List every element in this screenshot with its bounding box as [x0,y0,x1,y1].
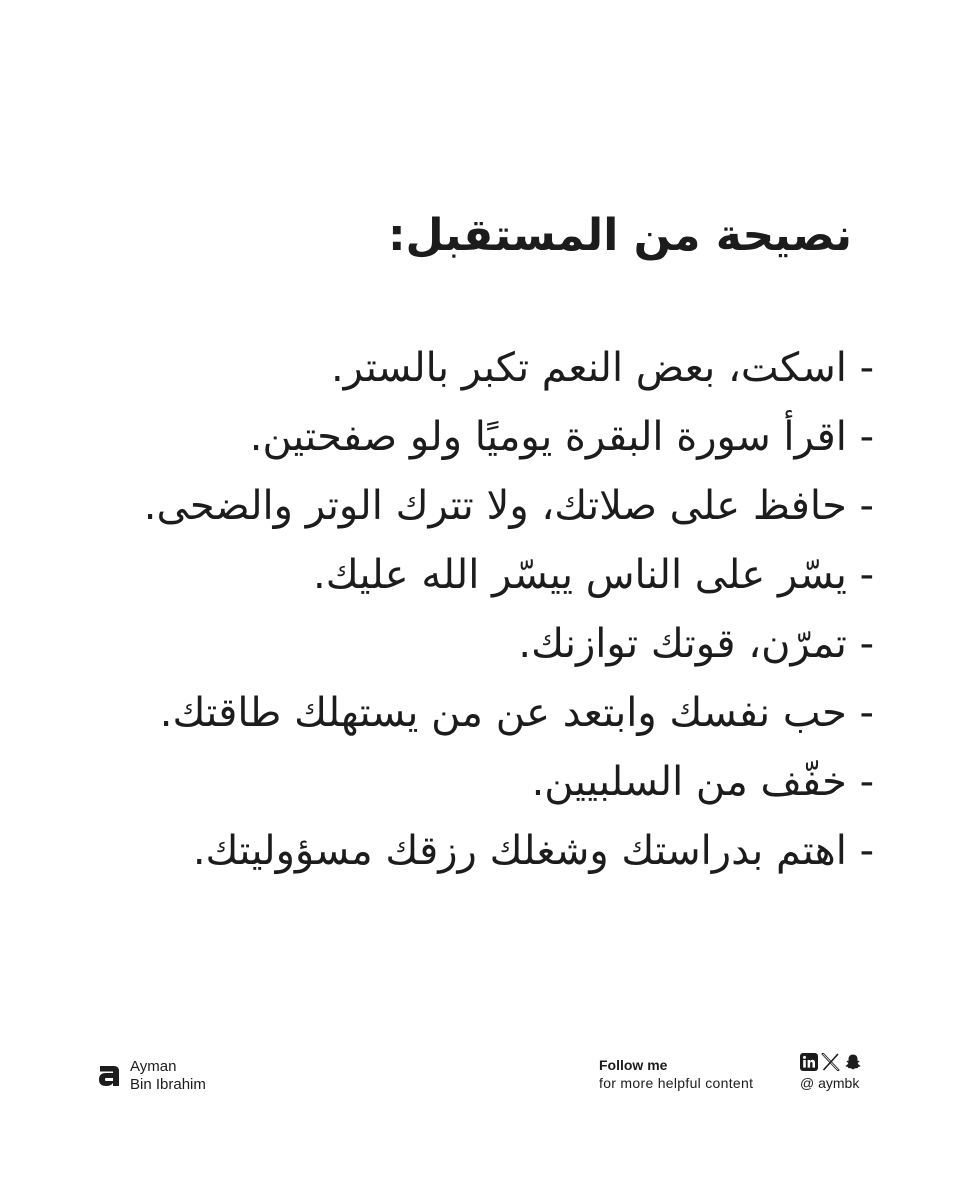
x-icon[interactable] [821,1053,841,1071]
brand-logo-icon [96,1063,122,1089]
brand [96,1058,206,1094]
brand-name-line1: Ayman [130,1058,177,1075]
linkedin-icon[interactable] [800,1053,818,1071]
tips-list [144,334,874,886]
social-handle[interactable]: @ aymbk [800,1075,860,1091]
follow-block [599,1056,753,1092]
tip-item: - خفّف من السلبيين. [531,759,874,805]
social-icons [800,1052,864,1072]
tip-item: - حافظ على صلاتك، ولا تترك الوتر والضحى. [143,483,874,529]
tip-item: - يسّر على الناس ييسّر الله عليك. [313,552,874,598]
tip-item: - اسكت، بعض النعم تكبر بالستر. [330,345,874,391]
footer [96,1052,864,1100]
social-block [800,1052,864,1092]
follow-subtitle: for more helpful content [599,1075,754,1091]
snapchat-icon[interactable] [844,1053,862,1071]
tip-item: - اهتم بدراستك وشغلك رزقك مسؤوليتك. [192,828,874,874]
tip-item: - اقرأ سورة البقرة يوميًا ولو صفحتين. [249,414,874,460]
brand-name-line2: Bin Ibrahim [130,1076,206,1093]
follow-title: Follow me [599,1057,668,1073]
page-title: نصيحة من المستقبل: [387,210,852,261]
tip-item: - تمرّن، قوتك توازنك. [518,621,874,667]
brand-name [130,1058,206,1094]
tip-item: - حب نفسك وابتعد عن من يستهلك طاقتك. [159,690,874,736]
